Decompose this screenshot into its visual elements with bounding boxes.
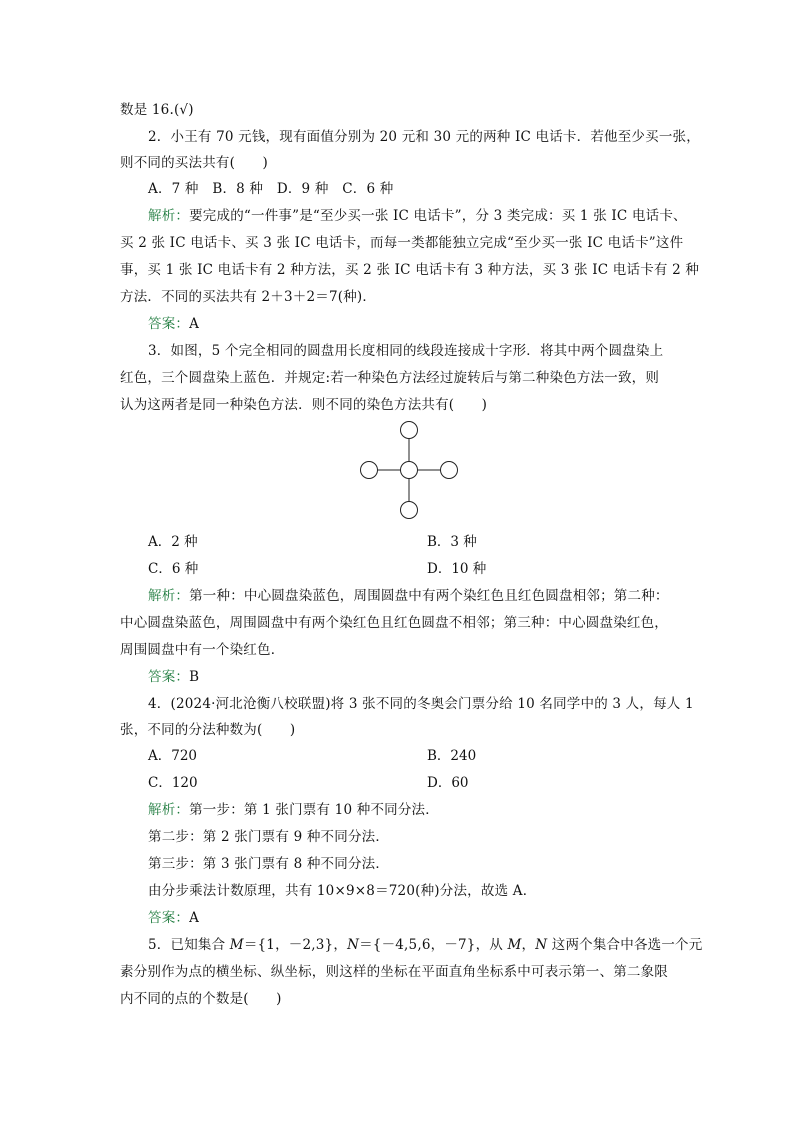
answer-label: 答案：	[148, 669, 190, 685]
answer-value: B	[189, 669, 200, 685]
q3-option-d: D．10 种	[427, 561, 487, 577]
cross-disk-figure	[359, 420, 463, 524]
q2-analysis-line-4: 方法．不同的买法共有 2＋3＋2＝7(种)．	[120, 289, 377, 305]
q4-option-d: D．60	[427, 775, 469, 791]
q5-stem-line-1	[148, 935, 718, 955]
q4-stem-line-2: 张，不同的分法种数为( )	[120, 722, 296, 738]
q2-options: A．7 种 B．8 种 D．9 种 C．6 种	[148, 181, 394, 197]
q3-analysis-line-3: 周围圆盘中有一个染红色．	[120, 642, 285, 658]
q5-text: 5．已知集合	[148, 937, 230, 953]
bottom-disk	[401, 502, 418, 519]
answer-label: 答案：	[148, 910, 190, 926]
set-m-symbol: M	[229, 937, 244, 953]
answer-value: A	[189, 910, 200, 926]
q5-text: ，	[521, 937, 536, 953]
q3-option-a: A．2 种	[148, 534, 198, 550]
q4-option-b: B．240	[427, 748, 477, 764]
q4-stem-line-1: 4．(2024·河北沧衡八校联盟)将 3 张不同的冬奥会门票分给 10 名同学中的 3 人，每人 1	[148, 696, 694, 712]
q3-stem-line-2: 红色，三个圆盘染上蓝色．并规定:若一种染色方法经过旋转后与第二种染色方法一致，则	[120, 370, 660, 386]
analysis-text: 第一种：中心圆盘染蓝色，周围圆盘中有两个染红色且红色圆盘相邻；第二种：	[189, 588, 669, 604]
q3-analysis-line-1	[148, 586, 718, 606]
q5-text: ＝{－4,5,6，－7}，从	[359, 937, 508, 953]
q5-stem-line-3: 内不同的点的个数是( )	[120, 991, 282, 1007]
set-n-symbol: N	[535, 937, 548, 953]
q5-stem-line-2: 素分别作为点的横坐标、纵坐标，则这样的坐标在平面直角坐标系中可表示第一、第二象限	[120, 964, 668, 980]
q3-stem-line-1: 3．如图，5 个完全相同的圆盘用长度相同的线段连接成十字形．将其中两个圆盘染上	[148, 343, 664, 359]
analysis-label: 解析：	[148, 588, 190, 604]
q2-answer	[148, 314, 718, 334]
q4-answer	[148, 908, 718, 928]
q3-option-b: B．3 种	[427, 534, 477, 550]
q4-option-c: C．120	[148, 775, 198, 791]
q2-analysis-line-2: 买 2 张 IC 电话卡、买 3 张 IC 电话卡，而每一类都能独立完成“至少买一张 IC 电话卡”这件	[120, 235, 684, 251]
center-disk	[401, 462, 418, 479]
q4-option-a: A．720	[148, 748, 198, 764]
q4-analysis-line-3: 第三步：第 3 张门票有 8 种不同分法．	[148, 856, 390, 872]
top-disk	[401, 422, 418, 439]
left-disk	[361, 462, 378, 479]
q4-analysis-line-1	[148, 800, 718, 820]
q3-option-c: C．6 种	[148, 561, 199, 577]
q2-analysis-line-1	[148, 206, 718, 226]
q3-answer	[148, 667, 718, 687]
q5-text: 这两个集合中各选一个元	[547, 937, 703, 953]
set-n-symbol: N	[347, 937, 360, 953]
analysis-label: 解析：	[148, 208, 190, 224]
answer-value: A	[189, 316, 200, 332]
q3-analysis-line-2: 中心圆盘染蓝色，周围圆盘中有两个染红色且红色圆盘不相邻；第三种：中心圆盘染红色，	[120, 615, 668, 631]
q5-text: ＝{1，－2,3}，	[243, 937, 348, 953]
q3-stem-line-3: 认为这两者是同一种染色方法．则不同的染色方法共有( )	[120, 397, 488, 413]
q2-stem-line-1: 2．小王有 70 元钱，现有面值分别为 20 元和 30 元的两种 IC 电话卡．若他至少买一张，	[148, 129, 700, 145]
answer-label: 答案：	[148, 316, 190, 332]
q2-analysis-line-3: 事，买 1 张 IC 电话卡有 2 种方法，买 2 张 IC 电话卡有 3 种方法，买 3 张 IC 电话卡有 2 种	[120, 262, 700, 278]
q4-analysis-line-2: 第二步：第 2 张门票有 9 种不同分法．	[148, 829, 390, 845]
text-line: 数是 16.(√)	[120, 102, 194, 118]
q4-analysis-line-4: 由分步乘法计数原理，共有 10×9×8＝720(种)分法，故选 A．	[148, 883, 537, 899]
q2-stem-line-2: 则不同的买法共有( )	[120, 155, 268, 171]
cross-disk-diagram	[359, 420, 463, 524]
analysis-text: 第一步：第 1 张门票有 10 种不同分法．	[189, 802, 439, 818]
right-disk	[441, 462, 458, 479]
analysis-text: 要完成的“一件事”是“至少买一张 IC 电话卡”，分 3 类完成：买 1 张 IC 电话卡、	[189, 208, 687, 224]
analysis-label: 解析：	[148, 802, 190, 818]
set-m-symbol: M	[507, 937, 522, 953]
